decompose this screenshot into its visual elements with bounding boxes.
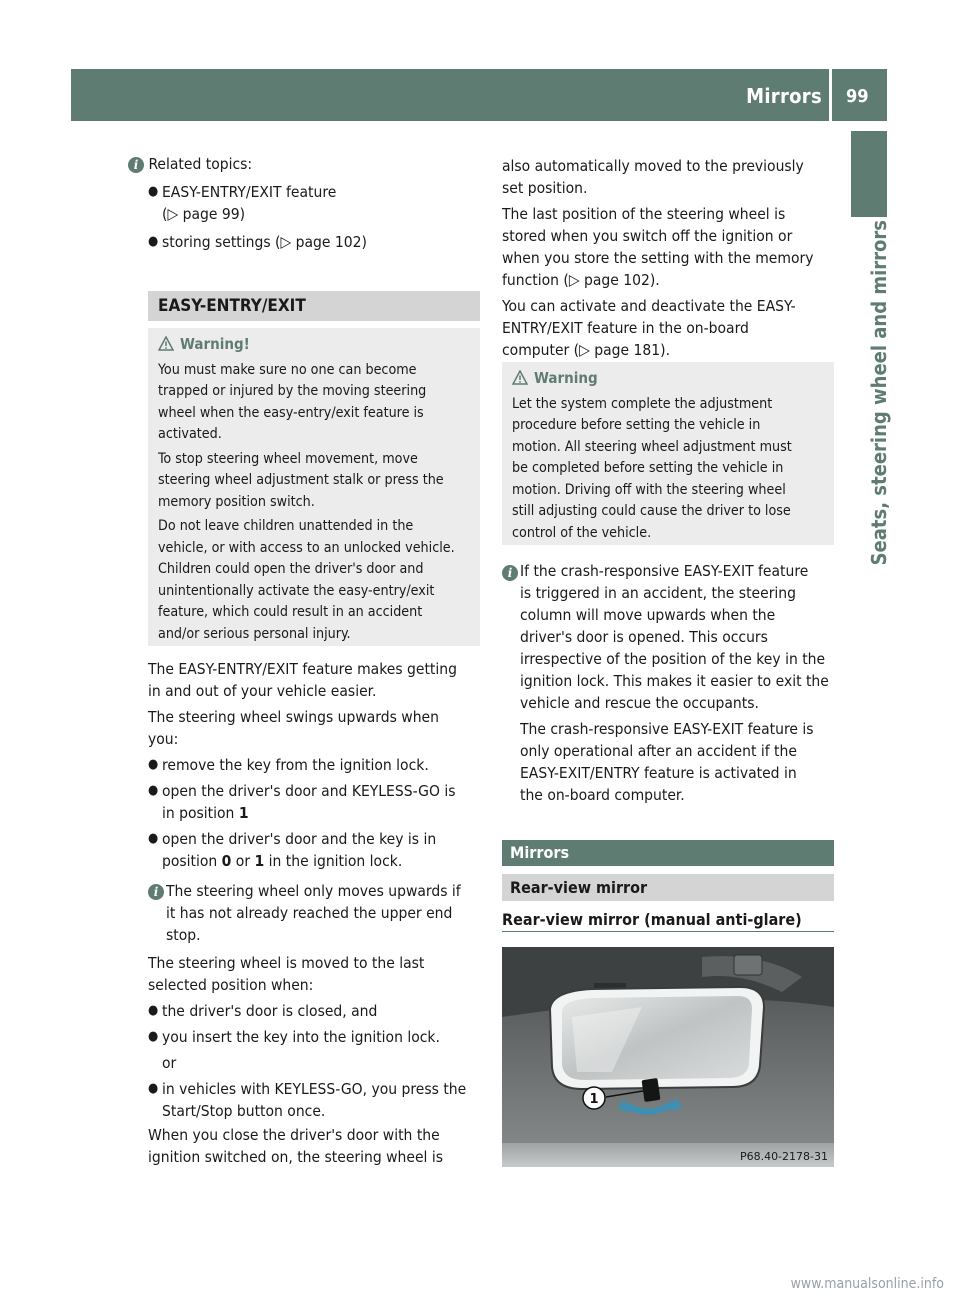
column-right-info [502, 560, 836, 806]
header-separator [829, 69, 832, 121]
footer-watermark: www.manualsonline.info [790, 1276, 944, 1292]
warning-triangle-icon [158, 336, 174, 351]
info-icon: i [148, 884, 164, 900]
paragraph: You can activate and deactivate the EASY- ENTRY/EXIT feature in the on-board computer (▷ page 181). [502, 297, 796, 359]
mirror-figure [502, 947, 834, 1167]
info-note-continued: The crash-responsive EASY-EXIT feature is only operational after an accident if the EASY-EXIT/ENTRY feature is activated in the on-board computer. [520, 720, 814, 804]
list-item: ● the driver's door is closed, and [148, 1002, 378, 1020]
page-ref-link[interactable]: (▷ page 99) [162, 205, 246, 223]
column-left [133, 153, 482, 253]
list-item: ● you insert the key into the ignition lock. [148, 1028, 440, 1046]
list-item: ● storing settings (▷ page 102) [148, 233, 367, 251]
warning-box: Warning Let the system complete the adjustment procedure before setting the vehicle in motion. All steering wheel adjustment must be completed before setting the vehicle in motion. Driving off with the steering wheel still adjusting could cause the driver to lose control of the vehicle. [502, 362, 834, 545]
list-item: ● remove the key from the ignition lock. [148, 756, 429, 774]
list-item: ● open the driver's door and the key is in position 0 or 1 in the ignition lock. [148, 830, 437, 870]
paragraph: When you close the driver's door with the ignition switched on, the steering wheel is [148, 1126, 443, 1166]
info-note: i The steering wheel only moves upwards if it has not already reached the upper end stop. [148, 880, 484, 946]
rear-view-mirror-illustration [502, 947, 834, 1167]
side-tab [851, 220, 891, 810]
or-word: or [162, 1054, 177, 1072]
paragraph: The steering wheel is moved to the last selected position when: [148, 954, 425, 994]
figure-callout-1: 1 [589, 1092, 599, 1107]
warning-box: Warning! You must make sure no one can become trapped or injured by the moving steering wheel when the easy-entry/exit feature is activated. To stop steering wheel movement, move steering wheel adjustment stalk or press the memory position switch. Do not leave children unattended in the vehicle, or with access to an unlocked vehicle. Children could open the driver's door and unintentionally activate the easy-entry/exit feature, which could result in an accident and/or serious personal injury. [148, 328, 480, 646]
paragraph: The EASY-ENTRY/EXIT feature makes getting in and out of your vehicle easier. [148, 660, 457, 700]
info-note: i If the crash-responsive EASY-EXIT feature is triggered in an accident, the steering column will move upwards when the driver's door is opened. This occurs irrespective of the position of the key in the ignition lock. This makes it easier to exit the vehicle and rescue the occupants. [502, 560, 836, 714]
page-ref-link[interactable]: computer (▷ page 181). [502, 341, 671, 359]
sub-subsection-heading: Rear-view mirror (manual anti-glare) [502, 910, 834, 932]
side-tab-label: Seats, steering wheel and mirrors [867, 220, 891, 566]
paragraph: also automatically moved to the previously set position. [502, 157, 804, 197]
page-number: 99 [846, 86, 869, 107]
info-icon: i [502, 565, 518, 581]
page-ref-link[interactable]: function (▷ page 102). [502, 271, 660, 289]
paragraph: The steering wheel swings upwards when you: [148, 708, 439, 748]
list-item: ● open the driver's door and KEYLESS-GO is in position 1 [148, 782, 456, 822]
figure-code: P68.40-2178-31 [739, 1150, 828, 1163]
warning-title: Warning [512, 368, 824, 390]
column-right [502, 155, 834, 361]
section-heading-mirrors: Mirrors [502, 840, 834, 866]
subsection-heading-rear-view: Rear-view mirror [502, 874, 834, 901]
column-left-body [148, 658, 484, 1168]
section-heading-easy-entry: EASY-ENTRY/EXIT [148, 291, 480, 321]
list-item: ● EASY-ENTRY/EXIT feature (▷ page 99) [148, 183, 337, 223]
list-item: ● in vehicles with KEYLESS-GO, you press the Start/Stop button once. [148, 1080, 467, 1120]
side-tab-block [851, 131, 887, 217]
page-ref-link[interactable]: storing settings (▷ page 102) [162, 233, 367, 251]
related-title: Related topics: [148, 155, 253, 173]
warning-title: Warning! [158, 334, 470, 356]
info-icon: i [128, 157, 144, 173]
paragraph: The last position of the steering wheel is stored when you switch off the ignition or when you store the setting with the memory function (▷ page 102). [502, 205, 814, 289]
page-title: Mirrors [746, 84, 822, 108]
warning-triangle-icon [512, 370, 528, 385]
